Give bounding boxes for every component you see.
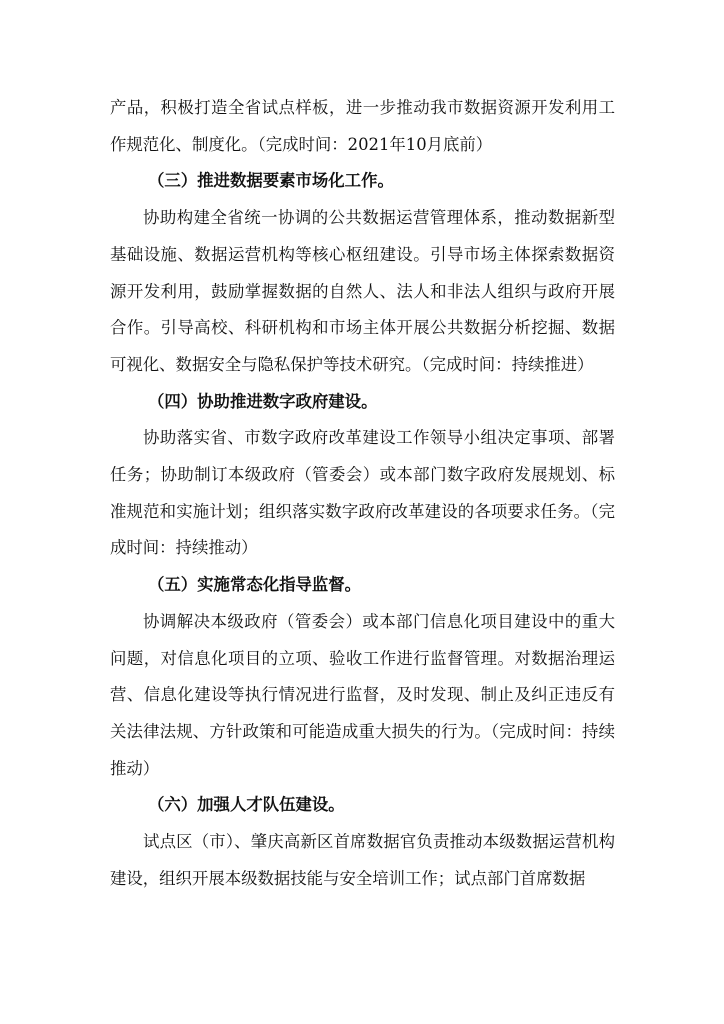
paragraph-talent: 试点区（市）、肇庆高新区首席数据官负责推动本级数据运营机构建设，组织开展本级数据技能与安全培训工作；试点部门首席数据 [110,832,615,888]
section-heading-3: （三）推进数据要素市场化工作。 [148,171,394,191]
section-heading-6: （六）加强人才队伍建设。 [148,795,345,815]
section-heading-5: （五）实施常态化指导监督。 [148,575,362,595]
section-heading-4: （四）协助推进数字政府建设。 [148,391,378,411]
paragraph-digital-government: 协助落实省、市数字政府改革建设工作领导小组决定事项、部署任务；协助制订本级政府（管委会）或本部门数字政府发展规划、标准规范和实施计划；组织落实数字政府改革建设的各项要求任务。（完成时间：持续推动） [110,428,615,558]
document-body [110,90,615,897]
paragraph-supervision: 协调解决本级政府（管委会）或本部门信息化项目建设中的重大问题，对信息化项目的立项、验收工作进行监督管理。对数据治理运营、信息化建设等执行情况进行监督，及时发现、制止及纠正违反有关法律法规、方针政策和可能造成重大损失的行为。（完成时间：持续推动） [110,611,615,778]
paragraph-continuation: 产品，积极打造全省试点样板，进一步推动我市数据资源开发利用工作规范化、制度化。（完成时间：2021年10月底前） [110,98,615,154]
paragraph-data-market: 协助构建全省统一协调的公共数据运营管理体系，推动数据新型基础设施、数据运营机构等核心枢纽建设。引导市场主体探索数据资源开发利用，鼓励掌握数据的自然人、法人和非法人组织与政府开展合作。引导高校、科研机构和市场主体开展公共数据分析挖掘、数据可视化、数据安全与隐私保护等技术研究。（完成时间：持续推进） [110,208,615,374]
